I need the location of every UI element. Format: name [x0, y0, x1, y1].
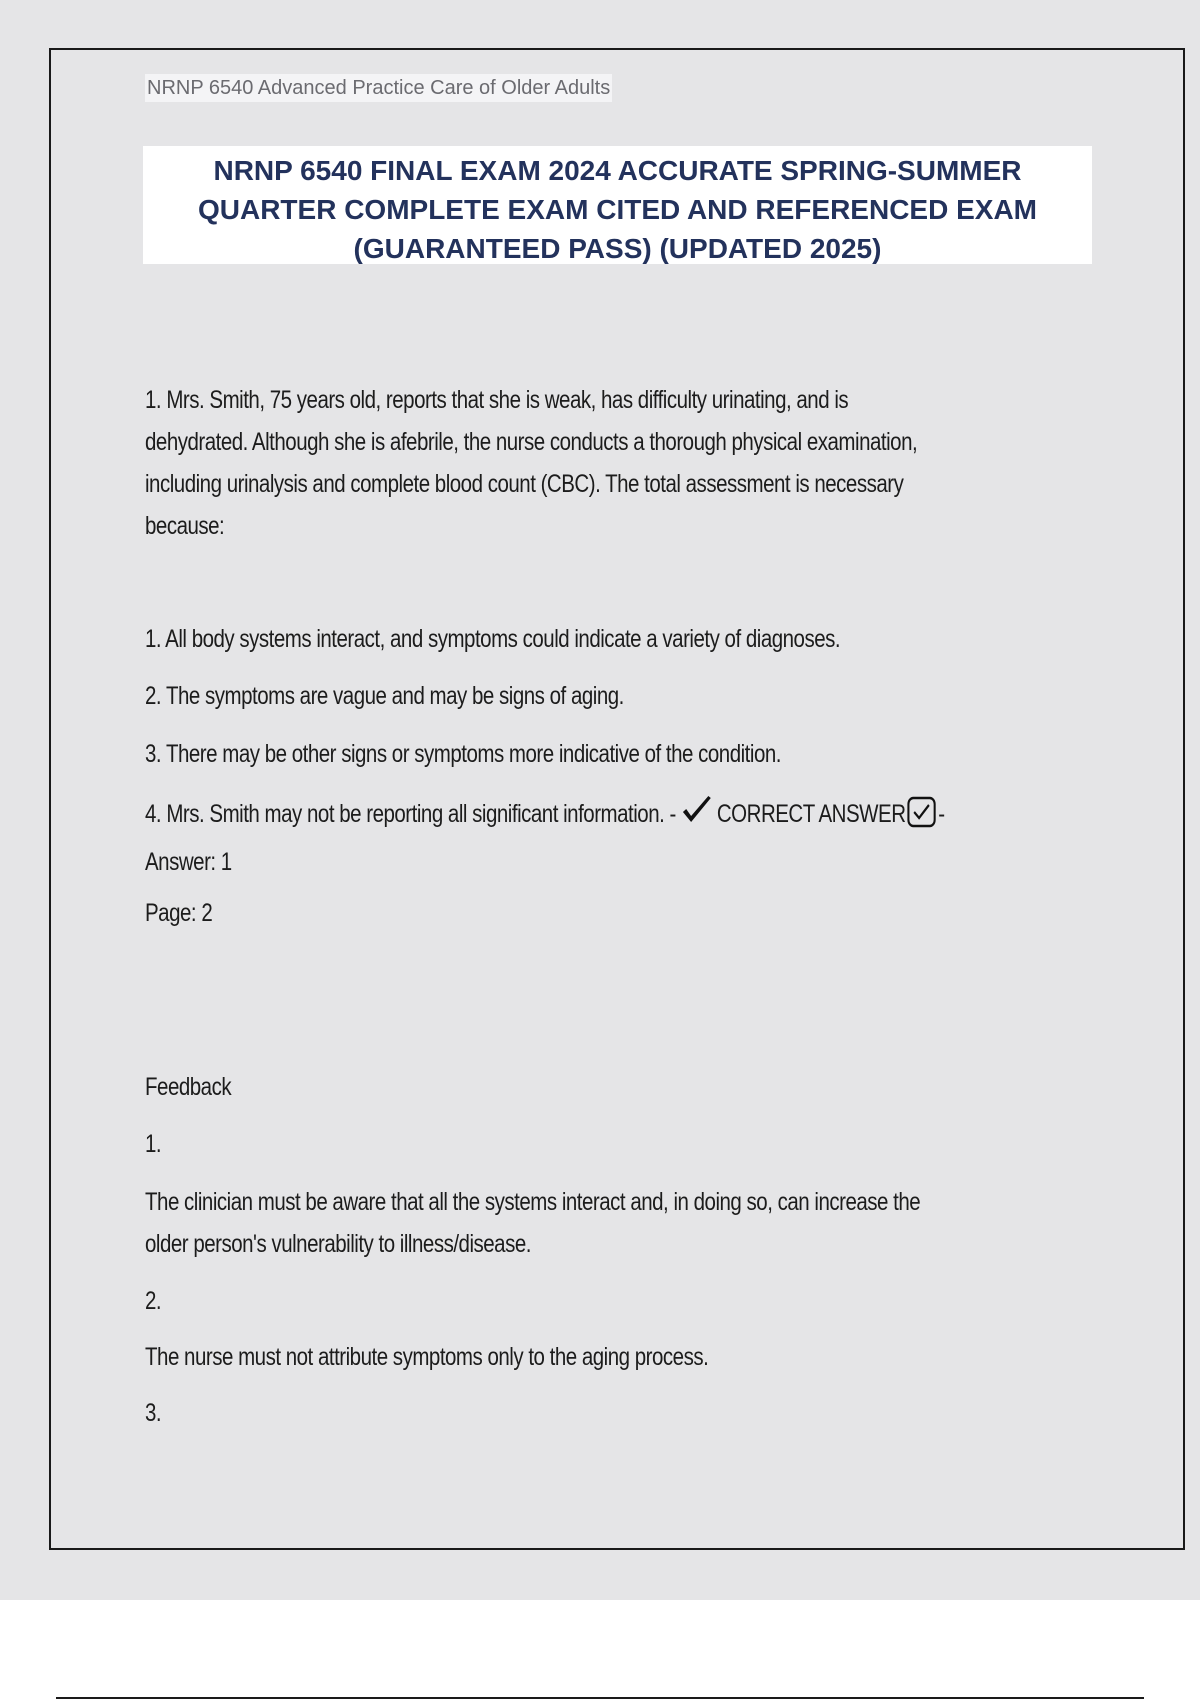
bottom-divider	[56, 1697, 1144, 1699]
feedback-text	[145, 1181, 1080, 1265]
feedback-number: 1.	[145, 1130, 162, 1158]
title-line: (GUARANTEED PASS) (UPDATED 2025)	[353, 233, 882, 264]
feedback-text-line: older person's vulnerability to illness/disease.	[145, 1230, 531, 1258]
answer-option-2: 2. The symptoms are vague and may be signs of aging.	[145, 682, 624, 710]
feedback-text-line: The nurse must not attribute symptoms only to the aging process.	[145, 1343, 709, 1371]
answer-option-3: 3. There may be other signs or symptoms more indicative of the condition.	[145, 740, 781, 768]
feedback-text-line: The clinician must be aware that all the systems interact and, in doing so, can increase the	[145, 1188, 921, 1216]
title-line: NRNP 6540 FINAL EXAM 2024 ACCURATE SPRING-SUMMER	[213, 155, 1022, 186]
feedback-label: Feedback	[145, 1073, 232, 1101]
question-stem-line: dehydrated. Although she is afebrile, the nurse conducts a thorough physical examination,	[145, 428, 918, 456]
answer-option-4	[145, 793, 1080, 883]
course-header: NRNP 6540 Advanced Practice Care of Older Adults	[145, 74, 612, 102]
question-stem-line: because:	[145, 512, 225, 540]
answer-line: Answer: 1	[145, 848, 232, 876]
check-icon	[681, 796, 714, 839]
correct-answer-label: CORRECT ANSWER	[716, 800, 906, 828]
answer-option-1: 1. All body systems interact, and symptoms could indicate a variety of diagnoses.	[145, 625, 841, 653]
exam-title	[143, 146, 1092, 264]
answer-option-4-text: 4. Mrs. Smith may not be reporting all significant information. -	[145, 800, 676, 828]
feedback-number: 2.	[145, 1287, 162, 1315]
feedback-number: 3.	[145, 1399, 162, 1427]
title-line: QUARTER COMPLETE EXAM CITED AND REFERENCED EXAM	[197, 194, 1037, 225]
checkbox-checked-icon	[907, 796, 937, 841]
answer-option-4-line	[145, 793, 1080, 841]
question-stem	[145, 379, 1080, 547]
question-stem-line: 1. Mrs. Smith, 75 years old, reports that she is weak, has difficulty urinating, and is	[145, 386, 849, 414]
question-stem-line: including urinalysis and complete blood count (CBC). The total assessment is necessary	[145, 470, 904, 498]
answer-dash: -	[938, 800, 945, 828]
page-reference: Page: 2	[145, 899, 213, 927]
